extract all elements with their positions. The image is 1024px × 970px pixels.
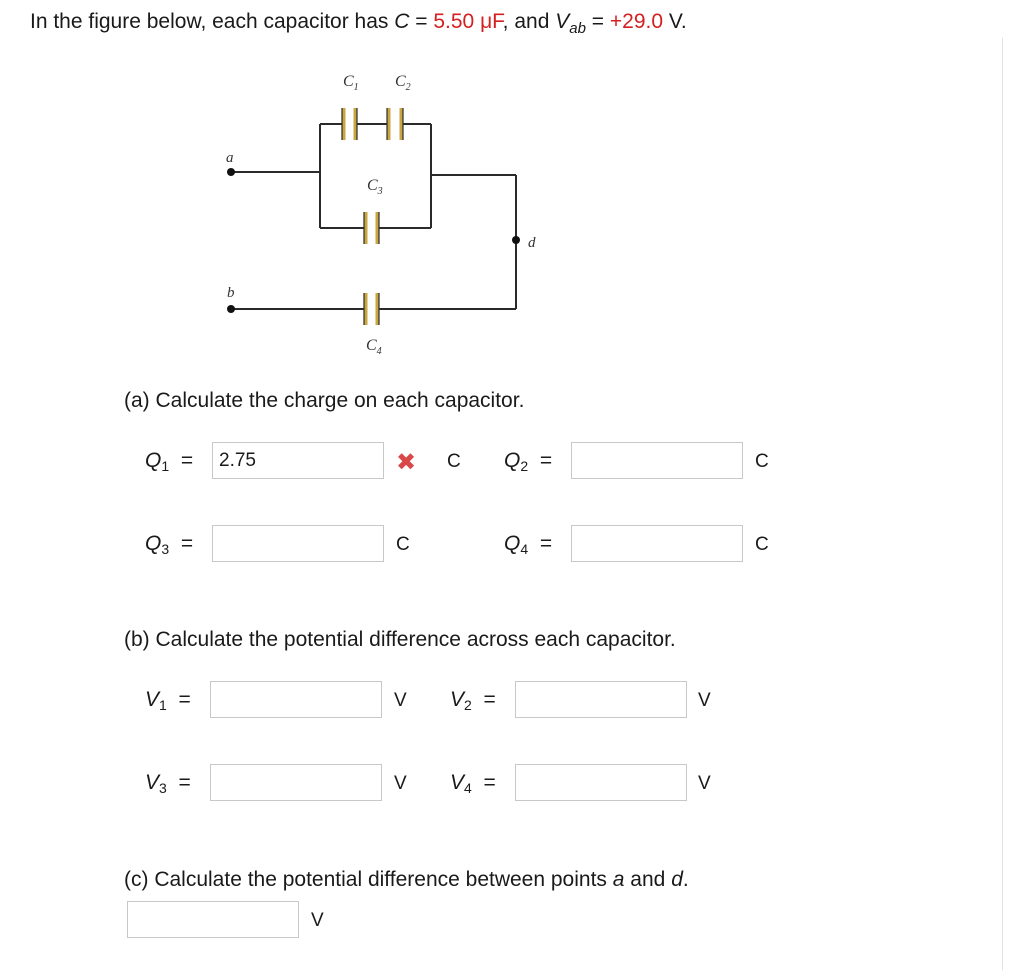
v4-input[interactable] [515, 764, 687, 801]
circuit-diagram [0, 0, 1024, 380]
intro-text: In the figure below, each capacitor has [30, 10, 389, 33]
q4-unit: C [755, 534, 769, 555]
q1-label: $Q_1$ = [145, 449, 194, 474]
equals-sign: = [585, 10, 610, 33]
vad-unit: V [311, 910, 324, 931]
v2-unit: V [698, 690, 711, 711]
terminal-d-dot [512, 236, 520, 244]
q2-unit: C [755, 451, 769, 472]
v3-input[interactable] [210, 764, 382, 801]
label-d: d [528, 235, 536, 251]
q3-unit: C [396, 534, 410, 555]
q4-label: $Q_4$ = [504, 532, 553, 557]
voltage-subscript: ab [569, 20, 586, 38]
capacitor-plate-outlines [342, 108, 403, 325]
v4-label: $V_4$ = [450, 771, 496, 796]
v1-unit: V [394, 690, 407, 711]
incorrect-x-icon: ✖ [396, 449, 417, 476]
capacitance-symbol: C [394, 10, 410, 33]
v1-label: $V_1$ = [145, 688, 191, 713]
q4-input[interactable] [571, 525, 743, 562]
v1-input[interactable] [210, 681, 382, 718]
part-c-prompt: (c) Calculate the potential difference between points a and d. [124, 868, 689, 891]
voltage-symbol: V [555, 10, 570, 33]
q2-label: $Q_2$ = [504, 449, 553, 474]
q2-input[interactable] [571, 442, 743, 479]
terminal-a-dot [227, 168, 235, 176]
part-b-prompt: (b) Calculate the potential difference across each capacitor. [124, 628, 676, 651]
label-c2: $C_2$ [395, 73, 411, 93]
q1-input[interactable] [212, 442, 384, 479]
label-a: a [226, 150, 234, 166]
label-b: b [227, 285, 235, 301]
intro-text-mid: , and [502, 10, 550, 33]
capacitor-plates [344, 108, 401, 325]
capacitance-value: 5.50 μF [433, 10, 503, 33]
label-c1: $C_1$ [343, 73, 359, 93]
voltage-unit: V. [663, 10, 687, 33]
equals-sign: = [409, 10, 434, 33]
v2-label: $V_2$ = [450, 688, 496, 713]
v4-unit: V [698, 773, 711, 794]
v3-unit: V [394, 773, 407, 794]
terminal-b-dot [227, 305, 235, 313]
q1-unit: C [447, 451, 461, 472]
label-c3: $C_3$ [367, 177, 383, 197]
v3-label: $V_3$ = [145, 771, 191, 796]
label-c4: $C_4$ [366, 337, 382, 357]
part-a-prompt: (a) Calculate the charge on each capacitor. [124, 389, 525, 412]
q3-label: $Q_3$ = [145, 532, 194, 557]
q3-input[interactable] [212, 525, 384, 562]
v2-input[interactable] [515, 681, 687, 718]
voltage-value: +29.0 [609, 10, 664, 33]
circuit-wires [231, 124, 516, 309]
vad-input[interactable] [127, 901, 299, 938]
